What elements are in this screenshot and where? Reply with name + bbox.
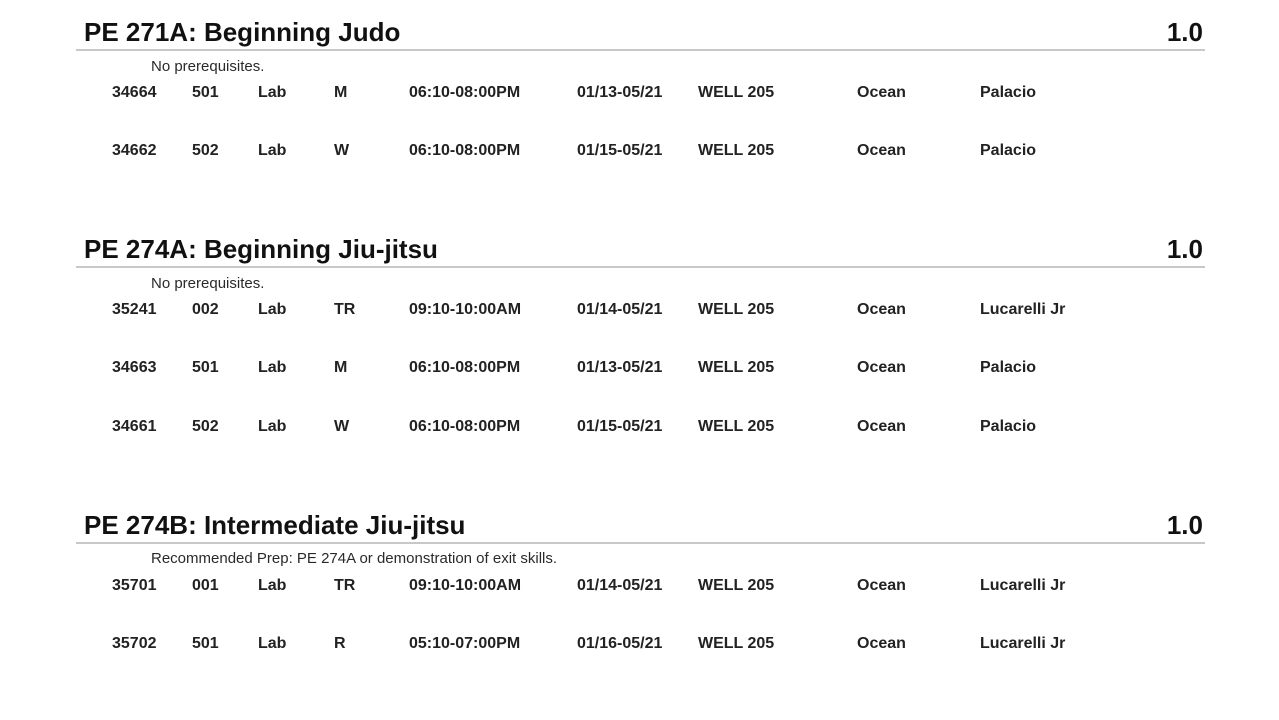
section-days: W bbox=[334, 142, 350, 159]
section-dates: 01/15-05/21 bbox=[577, 418, 663, 435]
course-units: 1.0 bbox=[1166, 510, 1203, 540]
course-prerequisite-note: No prerequisites. bbox=[151, 58, 265, 75]
section-days: R bbox=[334, 635, 346, 652]
course-units: 1.0 bbox=[1166, 17, 1203, 47]
course-units: 1.0 bbox=[1166, 234, 1203, 264]
section-number: 34664 bbox=[112, 84, 157, 101]
section-code: 501 bbox=[192, 359, 219, 376]
section-room: WELL 205 bbox=[698, 301, 775, 318]
section-room: WELL 205 bbox=[698, 635, 775, 652]
section-code: 001 bbox=[192, 577, 219, 594]
section-instructor: Palacio bbox=[980, 359, 1037, 376]
section-type: Lab bbox=[258, 84, 287, 101]
section-campus: Ocean bbox=[857, 418, 906, 435]
section-campus: Ocean bbox=[857, 84, 906, 101]
section-campus: Ocean bbox=[857, 301, 906, 318]
section-number: 35702 bbox=[112, 635, 157, 652]
section-time: 06:10-08:00PM bbox=[409, 84, 521, 101]
course-title: PE 274B: Intermediate Jiu-jitsu bbox=[84, 510, 466, 540]
section-time: 06:10-08:00PM bbox=[409, 418, 521, 435]
course-prerequisite-note: No prerequisites. bbox=[151, 275, 265, 292]
section-code: 501 bbox=[192, 84, 219, 101]
section-campus: Ocean bbox=[857, 142, 906, 159]
section-type: Lab bbox=[258, 577, 287, 594]
section-instructor: Palacio bbox=[980, 142, 1037, 159]
course-title: PE 271A: Beginning Judo bbox=[84, 17, 401, 47]
section-row bbox=[0, 359, 1279, 383]
section-time: 06:10-08:00PM bbox=[409, 142, 521, 159]
section-type: Lab bbox=[258, 635, 287, 652]
section-dates: 01/16-05/21 bbox=[577, 635, 663, 652]
section-time: 09:10-10:00AM bbox=[409, 301, 522, 318]
section-dates: 01/14-05/21 bbox=[577, 301, 663, 318]
section-instructor: Lucarelli Jr bbox=[980, 577, 1066, 594]
section-room: WELL 205 bbox=[698, 142, 775, 159]
section-number: 34661 bbox=[112, 418, 157, 435]
section-time: 05:10-07:00PM bbox=[409, 635, 521, 652]
section-row bbox=[0, 577, 1279, 601]
section-days: W bbox=[334, 418, 350, 435]
section-room: WELL 205 bbox=[698, 84, 775, 101]
section-row bbox=[0, 418, 1279, 442]
course-header bbox=[76, 9, 1205, 51]
section-type: Lab bbox=[258, 418, 287, 435]
course-header bbox=[76, 226, 1205, 268]
section-room: WELL 205 bbox=[698, 359, 775, 376]
section-campus: Ocean bbox=[857, 359, 906, 376]
section-time: 09:10-10:00AM bbox=[409, 577, 522, 594]
section-dates: 01/13-05/21 bbox=[577, 359, 663, 376]
section-code: 002 bbox=[192, 301, 219, 318]
section-days: M bbox=[334, 359, 348, 376]
section-campus: Ocean bbox=[857, 577, 906, 594]
course-header bbox=[76, 502, 1205, 544]
section-row bbox=[0, 84, 1279, 108]
section-row bbox=[0, 142, 1279, 166]
section-row bbox=[0, 301, 1279, 325]
section-type: Lab bbox=[258, 301, 287, 318]
section-code: 501 bbox=[192, 635, 219, 652]
section-instructor: Palacio bbox=[980, 418, 1037, 435]
section-number: 35701 bbox=[112, 577, 157, 594]
course-title: PE 274A: Beginning Jiu-jitsu bbox=[84, 234, 438, 264]
section-dates: 01/14-05/21 bbox=[577, 577, 663, 594]
section-time: 06:10-08:00PM bbox=[409, 359, 521, 376]
section-instructor: Palacio bbox=[980, 84, 1037, 101]
section-type: Lab bbox=[258, 142, 287, 159]
section-days: TR bbox=[334, 301, 356, 318]
course-prerequisite-note: Recommended Prep: PE 274A or demonstration of exit skills. bbox=[151, 550, 558, 567]
section-days: TR bbox=[334, 577, 356, 594]
section-row bbox=[0, 635, 1279, 659]
section-dates: 01/15-05/21 bbox=[577, 142, 663, 159]
section-number: 35241 bbox=[112, 301, 157, 318]
section-room: WELL 205 bbox=[698, 418, 775, 435]
section-code: 502 bbox=[192, 142, 219, 159]
section-days: M bbox=[334, 84, 348, 101]
section-room: WELL 205 bbox=[698, 577, 775, 594]
section-campus: Ocean bbox=[857, 635, 906, 652]
section-number: 34662 bbox=[112, 142, 157, 159]
section-code: 502 bbox=[192, 418, 219, 435]
section-instructor: Lucarelli Jr bbox=[980, 635, 1066, 652]
section-dates: 01/13-05/21 bbox=[577, 84, 663, 101]
section-instructor: Lucarelli Jr bbox=[980, 301, 1066, 318]
section-number: 34663 bbox=[112, 359, 157, 376]
section-type: Lab bbox=[258, 359, 287, 376]
